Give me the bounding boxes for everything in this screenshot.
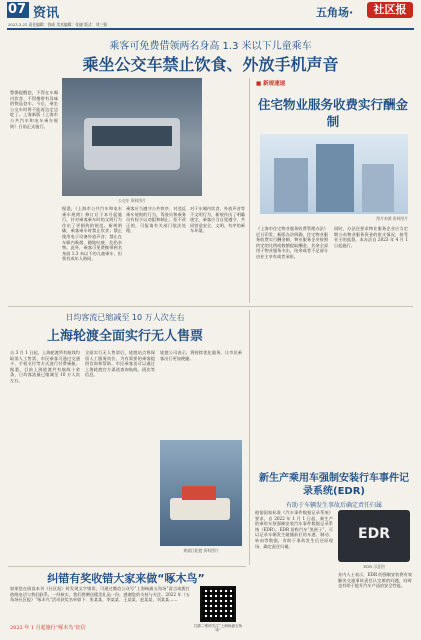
brand-logo xyxy=(367,2,413,18)
edr-col2: 业内人士表示，EDR 的强制安装将有效解决交通事故责任认定难的问题，同时也有助于提升汽车产品的安全性能。 xyxy=(338,572,412,589)
main-col3: 乘客应当遵守公共秩序，对违反乘车规则的行为，驾驶员和乘务员有权予以劝阻和制止；拒不改正的，可报请有关部门依法处理。 xyxy=(126,206,186,234)
bottom-headline: 纠错有奖收错大家来做“啄木鸟” xyxy=(47,572,205,585)
bottom-rule xyxy=(8,566,246,567)
policy-col2: 同时，办法还要求物业服务企业应当定期公布物业服务资金的收支情况，接受业主的监督。本办法自 2023 年 4 月 1 日起施行。 xyxy=(334,226,408,248)
edr-col1: 根据国家标准《汽车事件数据记录系统》要求，自 2022 年 1 月 1 日起，新生产的乘用车须强制安装汽车事件数据记录系统（EDR）。EDR 俗称汽车“黑匣子”，可以记录车辆发生碰撞前后的车速、制动、转向等数据，有助于事故发生后还原现场、确定责任归属。 xyxy=(255,510,333,549)
column-divider-lower xyxy=(249,310,250,565)
ferry-boat xyxy=(170,498,230,520)
bottom-year-line: 2022 年 1 月起施行“啄木鸟”征信 xyxy=(10,625,86,631)
qr-caption: 扫描二维码关注“上海杨浦五角场” xyxy=(193,624,243,633)
section-rule xyxy=(8,306,413,307)
column-divider xyxy=(249,78,250,303)
main-lead: 警惕提醒您，不得在车厢内饮食、不得携带有异味的物品登车。今后，乘坐公交车时将不能再边走边吃了。上海新版《上海市公共汽车和电车乘车规则》日前正式施行。 xyxy=(10,90,58,129)
main-col4: 对于车厢内饮食、外放声音等不文明行为，新规作出了明确规定，乘客应当自觉遵守，共同营造安全、文明、有序的乘车环境。 xyxy=(190,206,245,234)
ferry-photo xyxy=(160,440,242,546)
policy-illustration xyxy=(260,134,408,214)
main-photo xyxy=(62,78,202,196)
policy-headline: 住宅物业服务收费实行酬金制 xyxy=(258,97,409,129)
ferry-col1: 自 3 月 1 日起，上海轮渡所有航线均取消人工售票，市民乘客可通过交通卡、手机支付等方式进行付费乘船。据悉，目前上海轮渡共有航线十余条，日均客流量已缩减至 10 万人次左右。 xyxy=(10,350,80,383)
main-col2: 据悉，《上海市公共汽车和电车乘车规则》修订后于本月起施行，针对乘客乘车时的文明行为作出了更细致的规范。新规明确，乘客乘车时禁止饮食；禁止使用电子设备外放声音；禁止在车厢内吸烟、随地吐痰、乱扔杂物。此外，乘客可免费携带两名身高 1.3 米以下的儿童乘车，但须有成年人陪同。 xyxy=(62,206,122,262)
ferry-photo-caption: 黄浦江轮渡 资料图片 xyxy=(183,548,219,553)
main-kicker: 乘客可免费借领两名身高 1.3 米以下儿童乘车 xyxy=(109,41,312,52)
building-right xyxy=(362,164,394,212)
qr-code xyxy=(200,586,236,622)
ferry-kicker: 日均客流已缩减至 10 万人次左右 xyxy=(65,313,185,322)
ferry-col3: 轮渡公司表示，将持续优化服务，让市民乘客出行更加便捷。 xyxy=(160,350,242,361)
bus-window xyxy=(92,126,172,146)
page-number: 07 xyxy=(8,2,27,17)
building-left xyxy=(274,158,308,212)
policy-caption: 图片来源 资料图片 xyxy=(376,216,408,221)
policy-col1: 《上海市住宅物业服务收费管理办法》近日印发。新版办法明确，住宅物业服务收费实行酬金制，物业服务企业按照约定的比例或数额提取酬金，其余全部用于物业服务支出，结余或者不足部分由业主享有或者承担。 xyxy=(256,226,328,259)
ferry-headline: 上海轮渡全面实行无人售票 xyxy=(46,329,203,344)
policy-marker: ■ 新规速递 xyxy=(256,81,286,87)
main-photo-caption: 公交车 资料图片 xyxy=(118,198,146,203)
edr-subtitle: 有助于车辆发生事故后确定责任归属 xyxy=(285,502,382,509)
page-header xyxy=(0,0,421,30)
edr-photo-caption: EDR 示意图 xyxy=(363,564,385,569)
edr-image-label: EDR xyxy=(358,526,390,542)
ferry-col2: 全面实行无人售票后，轮渡站点将保留人工服务岗位，为有需要的乘客提供咨询和帮助。市民乘客也可以通过上海轮渡官方渠道查询航线、班次等信息。 xyxy=(85,350,155,378)
ferry-cabin xyxy=(182,486,216,500)
bottom-body: 如果您在阅读本刊《社区报》时发现文字错误，可通过微信公众号“上海杨浦五角场”留言或拨打热线电话与我们联系。一经核实，我们将赠送精美礼品一份，感谢您的支持与关注。2022 年《五角场社区报》“啄木鸟”活动获奖名单如下：张某某、李某某、王某某、赵某某、刘某某…… xyxy=(10,586,190,603)
date-line: 2023.3.21 责任编辑：钱威 美术编辑：张捷 版式：刘三强 xyxy=(8,22,107,27)
edr-kicker: 新生产乘用车强制安装行车事件记录系统(EDR) xyxy=(259,473,409,497)
section-title: 资讯 xyxy=(33,6,60,21)
main-headline: 乘坐公交车禁止饮食、外放手机声音 xyxy=(82,55,339,74)
header-rule xyxy=(7,28,414,30)
brand-name: 五角场· xyxy=(316,6,354,19)
edr-image xyxy=(338,510,410,562)
brand-logo-text: 社区报 xyxy=(373,3,407,16)
building-mid xyxy=(316,144,354,212)
